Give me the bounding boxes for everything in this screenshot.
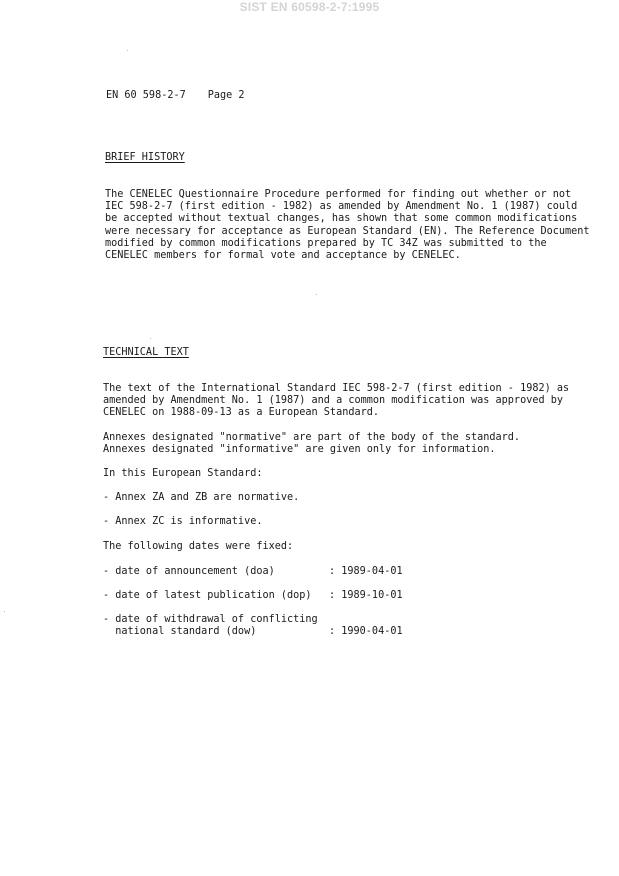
bullet-normative: - Annex ZA and ZB are normative. [103, 492, 300, 503]
annexes-paragraph [103, 432, 520, 456]
scan-speck [316, 294, 317, 295]
date-label: - date of announcement (doa) [103, 566, 275, 577]
text-line: CENELEC on 1988-09-13 as a European Standard. [103, 407, 380, 419]
text-line: modified by common modifications prepared by TC 34Z was submitted to the [105, 237, 547, 249]
scan-speck [4, 611, 5, 612]
text-line: amended by Amendment No. 1 (1987) and a common modification was approved by [103, 395, 564, 407]
technical-text-heading: TECHNICAL TEXT [103, 347, 189, 358]
scan-speck [127, 50, 128, 51]
brief-history-heading: BRIEF HISTORY [105, 152, 185, 163]
text-line: The CENELEC Questionnaire Procedure performed for finding out whether or not [105, 189, 572, 200]
bullet-informative: - Annex ZC is informative. [103, 516, 263, 527]
page-header [106, 90, 245, 102]
text-line: Annexes designated "informative" are given only for information. [103, 444, 496, 456]
scan-speck [150, 338, 151, 339]
technical-text-paragraph [103, 383, 569, 420]
document-id: EN 60 598-2-7 [106, 90, 186, 101]
text-line: be accepted without textual changes, has shown that some common modifications [105, 213, 578, 225]
date-value: : 1990-04-01 [329, 626, 403, 638]
text-line: The text of the International Standard IEC 598-2-7 (first edition - 1982) as [103, 383, 570, 394]
dates-intro: The following dates were fixed: [103, 541, 294, 552]
european-standard-intro: In this European Standard: [103, 468, 263, 479]
date-value: : 1989-10-01 [329, 590, 403, 601]
text-line: were necessary for acceptance as European Standard (EN). The Reference Document [105, 225, 590, 237]
watermark: SIST EN 60598-2-7:1995 [239, 0, 380, 14]
text-line: CENELEC members for formal vote and acceptance by CENELEC. [105, 250, 461, 262]
date-value: : 1989-04-01 [329, 566, 403, 577]
date-label: - date of withdrawal of conflicting national standard (dow) [103, 614, 318, 638]
date-label: - date of latest publication (dop) [103, 590, 312, 601]
page-number: Page 2 [207, 90, 245, 101]
brief-history-paragraph [105, 189, 590, 262]
text-line: IEC 598-2-7 (first edition - 1982) as amended by Amendment No. 1 (1987) could [105, 201, 578, 213]
text-line: Annexes designated "normative" are part of the body of the standard. [103, 432, 521, 443]
